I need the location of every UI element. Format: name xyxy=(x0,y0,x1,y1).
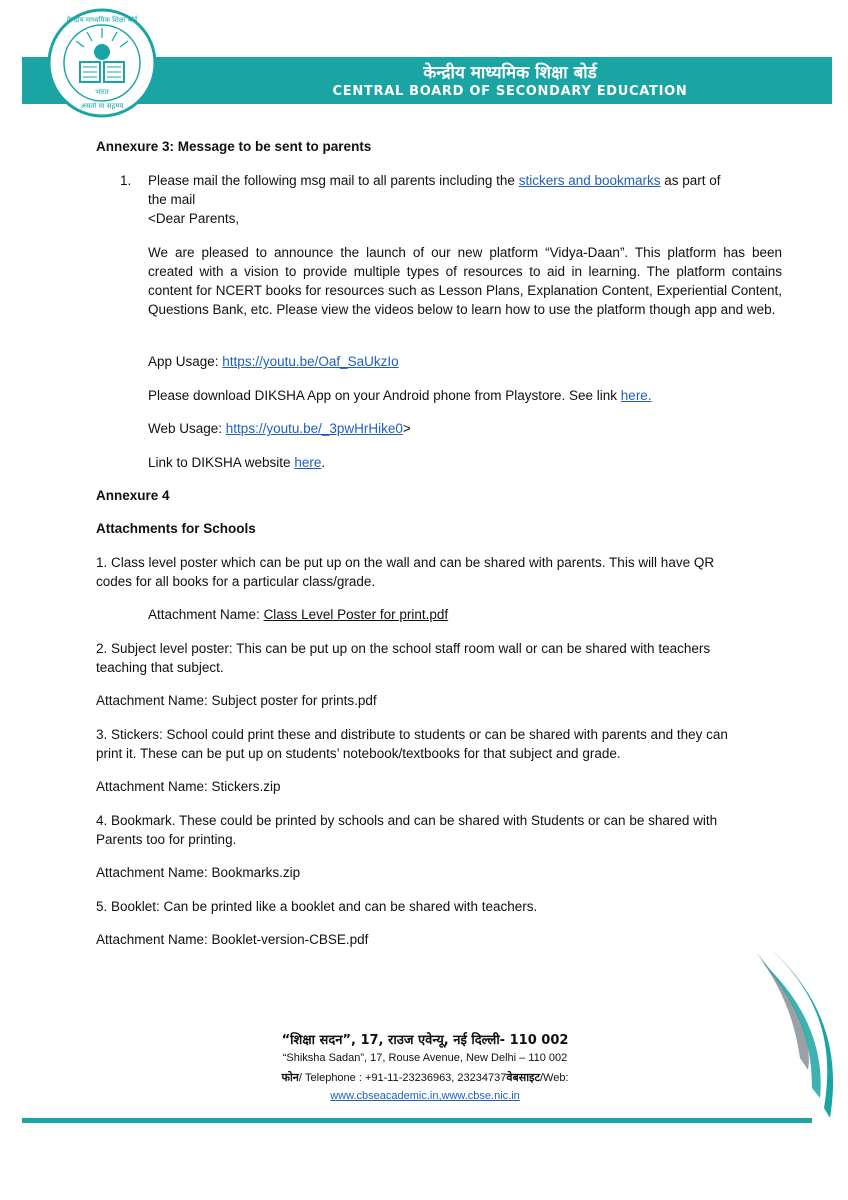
item3-attachment: Attachment Name: Stickers.zip xyxy=(96,779,281,794)
footer-phone xyxy=(170,1070,680,1085)
app-usage-label: App Usage: xyxy=(148,354,223,369)
item3-line2: print it. These can be put up on students’ notebook/textbooks for that subject and grade. xyxy=(96,746,621,761)
item5-line1: 5. Booklet: Can be printed like a booklet and can be shared with teachers. xyxy=(96,899,538,914)
announcement-paragraph: We are pleased to announce the launch of our new platform “Vidya-Daan”. This platform has been created with a vision to provide multiple types of resources to aid in learning. The platform contains content for NCERT books for resources such as Lesson Plans, Explanation Content, Experiential Content, Questions Bank, etc. Please view the videos below to learn how to use the platform though app and web. xyxy=(148,245,782,317)
annex3-item-text-after: as part of xyxy=(660,173,721,188)
item2-line1: 2. Subject level poster: This can be put up on the school staff room wall or can be shared with teachers xyxy=(96,641,711,656)
annex3-item-line1 xyxy=(148,171,721,190)
footer-web-links-row xyxy=(170,1090,680,1102)
emblem-top-text: केन्द्रीय माध्यमिक शिक्षा बोर्ड xyxy=(66,16,138,24)
header-english-title: CENTRAL BOARD OF SECONDARY EDUCATION xyxy=(332,84,688,99)
footer-address-hindi: “शिक्षा सदन”, 17, राउज एवेन्यू, नई दिल्ली- 110 002 xyxy=(281,1033,569,1048)
annex3-item-text-before: Please mail the following msg mail to all parents including the xyxy=(148,173,519,188)
item4-line1: 4. Bookmark. These could be printed by schools and can be shared with Students or can be shared with xyxy=(96,813,718,828)
web-usage-label: Web Usage: xyxy=(148,421,226,436)
item1-line2: codes for all books for a particular class/grade. xyxy=(96,574,376,589)
diksha-text: Link to DIKSHA website xyxy=(148,455,295,470)
item1-attachment xyxy=(148,605,448,624)
playstore-link[interactable]: here. xyxy=(620,388,652,403)
annex3-item-number: 1. xyxy=(120,173,132,188)
item4-attachment: Attachment Name: Bookmarks.zip xyxy=(96,865,301,880)
web-usage-suffix: > xyxy=(402,421,411,436)
emblem-mid-text: भारत xyxy=(95,88,109,96)
cbse-logo-emblem xyxy=(42,8,162,118)
annex3-item-line2: the mail xyxy=(148,192,196,207)
item1-line1: 1. Class level poster which can be put up on the wall and can be shared with parents. This will have QR xyxy=(96,555,715,570)
annex4-title: Annexure 4 xyxy=(96,488,170,503)
diksha-suffix: . xyxy=(321,455,326,470)
footer-phone-hindi: फोन xyxy=(281,1071,299,1084)
web-usage-link[interactable]: https://youtu.be/_3pwHrHike0 xyxy=(225,421,403,436)
web-usage-line xyxy=(148,419,411,438)
item4-line2: Parents too for printing. xyxy=(96,832,237,847)
footer-bar xyxy=(22,1118,812,1123)
item1-attach-label: Attachment Name: xyxy=(148,607,264,622)
item2-attachment: Attachment Name: Subject poster for prints.pdf xyxy=(96,693,377,708)
footer-web-links[interactable]: www.cbseacademic.in,www.cbse.nic.in xyxy=(330,1090,520,1102)
download-line xyxy=(148,386,652,405)
item1-attach-name: Class Level Poster for print.pdf xyxy=(263,607,449,622)
annex4-subtitle: Attachments for Schools xyxy=(96,521,256,536)
footer-web-label: /Web: xyxy=(540,1072,569,1084)
item3-line1: 3. Stickers: School could print these and distribute to students or can be shared with parents and they can xyxy=(96,727,728,742)
stickers-bookmarks-link[interactable]: stickers and bookmarks xyxy=(518,173,661,188)
app-usage-line xyxy=(148,352,399,371)
footer-address-english: “Shiksha Sadan”, 17, Rouse Avenue, New Delhi – 110 002 xyxy=(282,1052,568,1064)
download-text: Please download DIKSHA App on your Android phone from Playstore. See link xyxy=(148,388,621,403)
item2-line2: teaching that subject. xyxy=(96,660,224,675)
greeting: <Dear Parents, xyxy=(148,211,240,226)
diksha-website-link[interactable]: here xyxy=(294,455,322,470)
emblem-bottom-text: असतो मा सद्गमय xyxy=(80,102,124,110)
item5-attachment: Attachment Name: Booklet-version-CBSE.pdf xyxy=(96,932,369,947)
annex3-title: Annexure 3: Message to be sent to parents xyxy=(96,139,372,154)
header-hindi-title: केन्द्रीय माध्यमिक शिक्षा बोर्ड xyxy=(423,63,597,83)
app-usage-link[interactable]: https://youtu.be/Oaf_SaUkzIo xyxy=(222,354,399,369)
footer-web-hindi: वेबसाइट xyxy=(506,1071,540,1084)
footer-phone-text: / Telephone : +91-11-23236963, 23234737 xyxy=(298,1072,507,1084)
feather-decoration xyxy=(742,948,834,1124)
diksha-line xyxy=(148,453,325,472)
